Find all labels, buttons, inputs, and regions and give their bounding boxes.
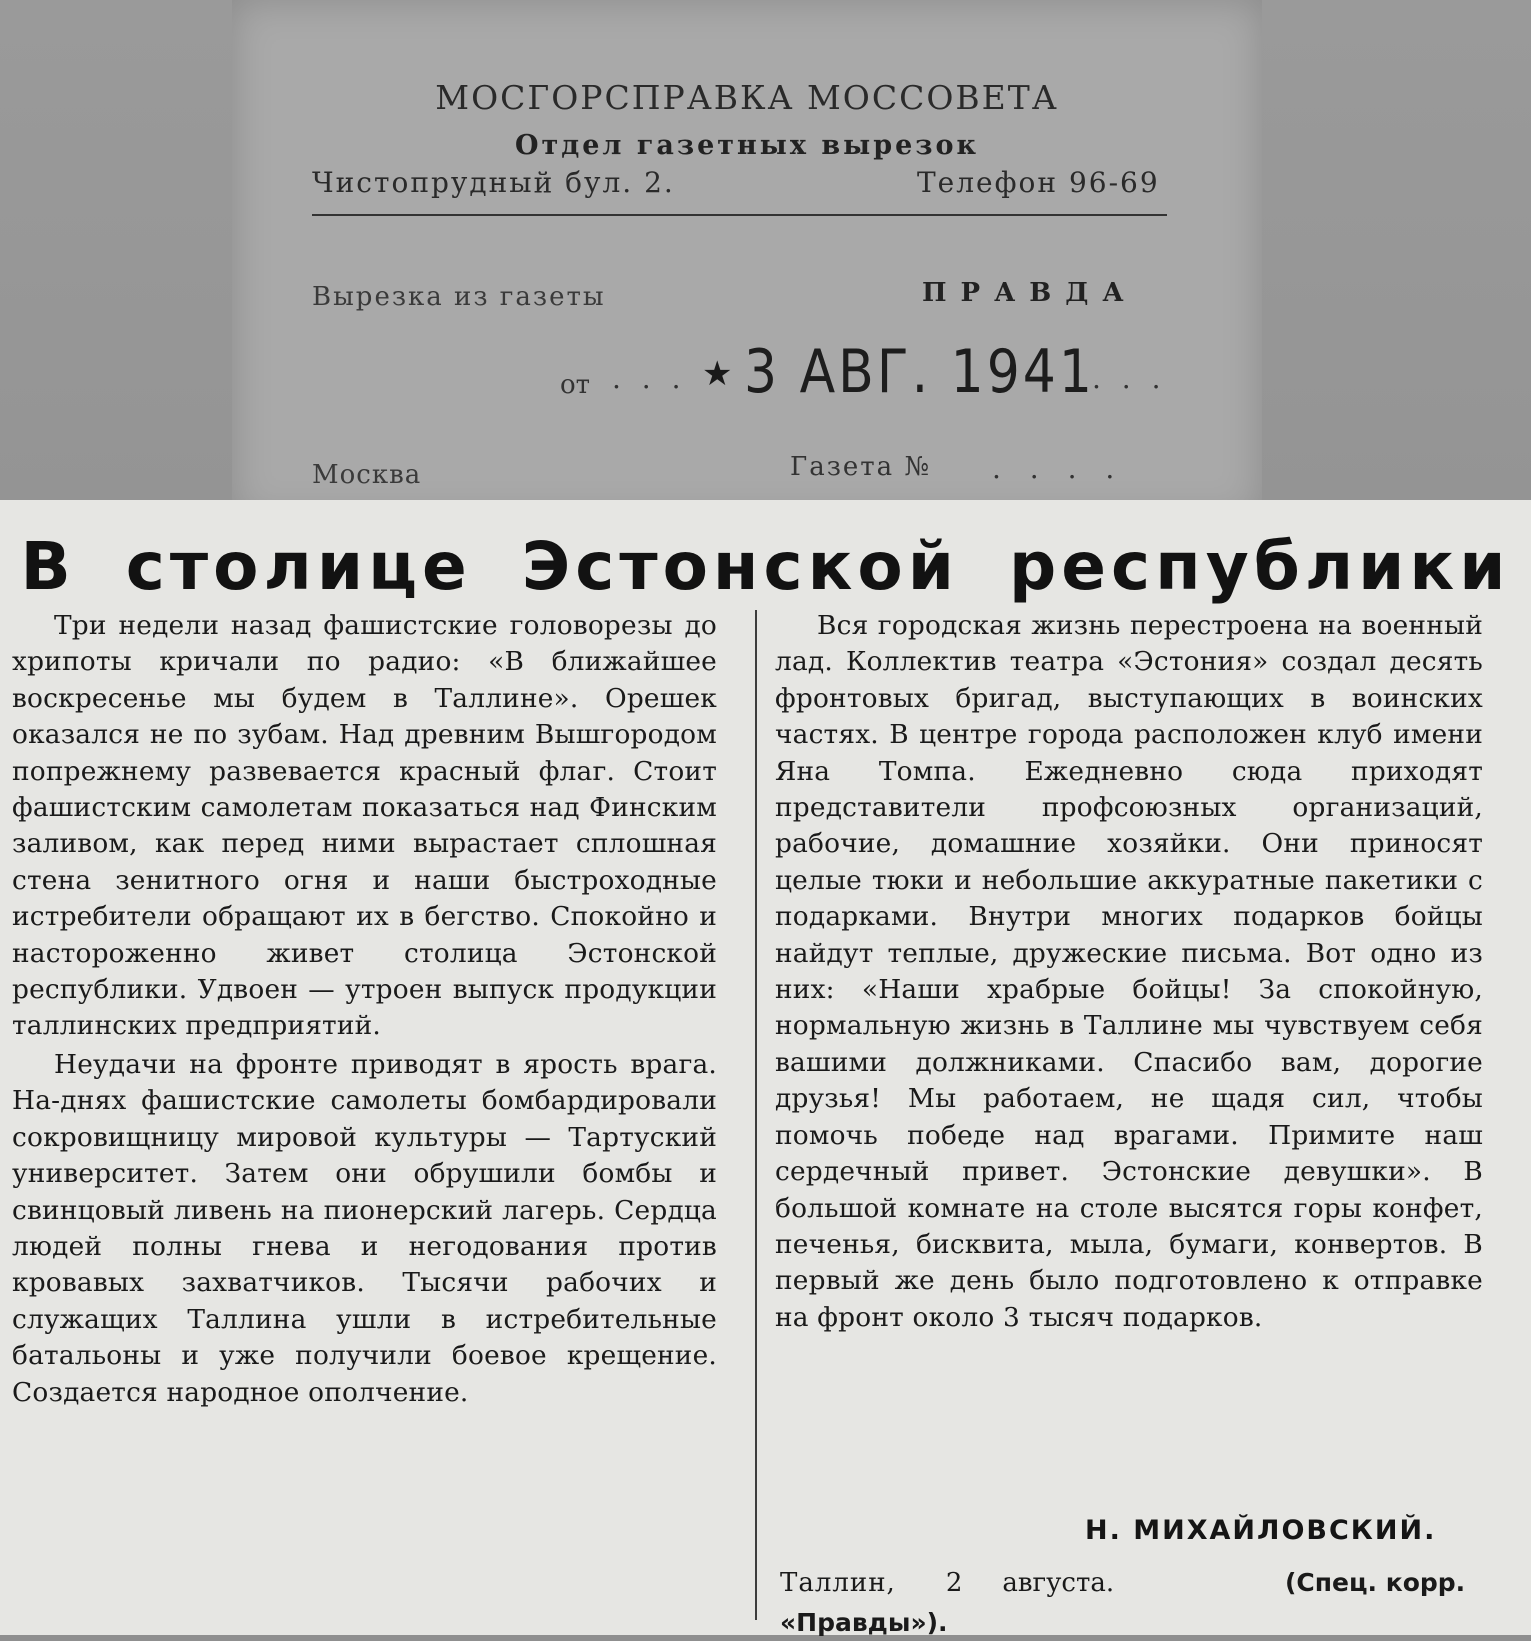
article-right-column (775, 608, 1483, 1336)
newspaper-clipping (0, 500, 1531, 1635)
article-author: Н. МИХАЙЛОВСКИЙ. (1085, 1515, 1437, 1546)
card-phone: Телефон 96-69 (917, 166, 1160, 199)
card-address: Чистопрудный бул. 2. (312, 166, 675, 199)
fill-dots: . . . . (992, 452, 1125, 485)
correspondent-credit-source: «Правды»). (780, 1608, 948, 1637)
card-city: Москва (312, 460, 422, 490)
fill-dots: . . . (1092, 362, 1167, 395)
card-title: МОСГОРСПРАВКА МОССОВЕТА (435, 78, 1059, 117)
column-divider (755, 610, 757, 1620)
star-icon: ★ (702, 354, 733, 394)
newspaper-name: ПРАВДА (922, 278, 1138, 308)
dateline-day: 2 (945, 1568, 963, 1598)
correspondent-credit: (Спец. корр. (1285, 1568, 1466, 1597)
article-paragraph: Три недели назад фашистские головорезы до хрипоты кричали по радио: «В ближайшее воскресенье мы будем в Таллине». Орешек оказался не по зубам. Над древним Вышгородом попрежнему развевается красный флаг. Стоит фашистским самолетам показаться над Финским заливом, как перед ними вырастает сплошная стена зенитного огня и наши быстроходные истребители обращают их в бегство. Спокойно и настороженно живет столица Эстонской республики. Удвоен — утроен выпуск продукции таллинских предприятий. (12, 610, 717, 1042)
article-left-column (12, 608, 717, 1411)
card-department: Отдел газетных вырезок (515, 130, 979, 161)
article-paragraph: Неудачи на фронте приводят в ярость врага. На-днях фашистские самолеты бомбардировали сокровищницу мировой культуры — Тартуский университет. Затем они обрушили бомбы и свинцовый ливень на пионерский лагерь. Сердца людей полны гнева и негодования против кровавых захватчиков. Тысячи рабочих и служащих Таллина ушли в истребительные батальоны и уже получили боевое крещение. Создается народное ополчение. (12, 1048, 717, 1408)
from-label: от (560, 370, 591, 400)
card-divider (312, 214, 1167, 216)
fill-dots: . . . (612, 362, 687, 395)
date-stamp: 3 АВГ. 1941 (744, 338, 1095, 407)
clip-label: Вырезка из газеты (312, 282, 606, 312)
issue-label: Газета № (790, 452, 932, 482)
clipping-service-card (232, 0, 1262, 520)
article-paragraph: Вся городская жизнь перестроена на военный лад. Коллектив театра «Эстония» создал десять фронтовых бригад, выступающих в воинских частях. В центре города расположен клуб имени Яна Томпа. Ежедневно сюда приходят представители профсоюзных организаций, рабочие, домашние хозяйки. Они приносят целые тюки и небольшие аккуратные пакетики с подарками. Внутри многих подарков бойцы найдут теплые, дружеские письма. Вот одно из них: «Наши храбрые бойцы! За спокойную, нормальную жизнь в Таллине мы чувствуем себя вашими должниками. Спасибо вам, дорогие друзья! Мы работаем, не щадя сил, чтобы помочь победе над врагами. Примите наш сердечный привет. Эстонские девушки». В большой комнате на столе высятся горы конфет, печенья, бисквита, мыла, бумаги, конвертов. В первый же день было подготовлено к отправке на фронт около 3 тысяч подарков. (775, 610, 1483, 1333)
dateline-month: августа. (1002, 1568, 1115, 1598)
article-headline: В столице Эстонской республики (20, 528, 1511, 605)
dateline-city: Таллин, (780, 1568, 896, 1598)
article-dateline (780, 1565, 1466, 1637)
